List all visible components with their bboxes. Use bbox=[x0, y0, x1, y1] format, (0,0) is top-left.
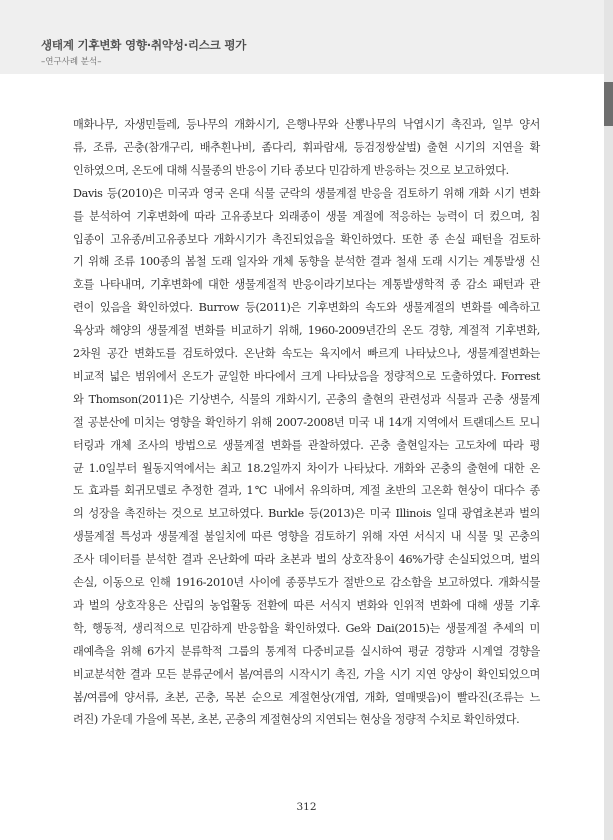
body-line: 터링과 개체 조사의 방법으로 생물계절 변화를 관찰하였다. 곤충 출현일자는 고도차에 따라 평 bbox=[73, 438, 540, 452]
body-line: 기 위해 조류 100종의 봄철 도래 일자와 개체 동향을 분석한 결과 철새 도래 시기는 계통발생 신 bbox=[73, 255, 540, 269]
body-line: Davis 등(2010)은 미국과 영국 온대 식물 군락의 생물계절 반응을 검토하기 위해 개화 시기 변화 bbox=[73, 186, 540, 200]
body-line: 균 1.0일부터 월동지역에서는 최고 18.2일까지 차이가 나타났다. 개화와 곤충의 출현에 대한 온 bbox=[73, 461, 540, 475]
running-header-subtitle: –연구사례 분석– bbox=[41, 57, 102, 67]
body-line: 생물계절 특성과 생물계절 불일치에 따른 영향을 검토하기 위해 자연 서식지 내 식물 및 곤충의 bbox=[73, 530, 540, 544]
body-line: 절 공분산에 미치는 영향을 확인하기 위해 2007-2008년 미국 내 14개 지역에서 트랜데스트 모니 bbox=[73, 415, 540, 429]
body-line: 의 성장을 촉진하는 것으로 보고하였다. Burkle 등(2013)은 미국 Illinois 일대 광엽초본과 벌의 bbox=[73, 507, 540, 521]
body-line: 과 벌의 상호작용은 산림의 농업활동 전환에 따른 서식지 변화와 인위적 변화에 대해 생물 기후 bbox=[73, 598, 540, 612]
body-line: 2차원 공간 변화도를 검토하였다. 온난화 속도는 육지에서 빠르게 나타났으나, 생물계절변화는 bbox=[73, 347, 540, 360]
body-line: 봄/여름에 양서류, 초본, 곤충, 목본 순으로 계절현상(개엽, 개화, 열매맺음)이 빨라진(조류는 느 bbox=[73, 690, 540, 704]
body-line: 래예측을 위해 6가지 분류학적 그룹의 통계적 다중비교를 실시하여 평균 경향과 시계열 경향을 bbox=[73, 644, 540, 658]
body-line: 련이 있음을 확인하였다. Burrow 등(2011)은 기후변화의 속도와 생물계절의 변화를 예측하고 bbox=[73, 301, 540, 315]
body-line: 조사 데이터를 분석한 결과 온난화에 따라 초본과 벌의 상호작용이 46%가량 손실되었으며, 벌의 bbox=[73, 553, 540, 567]
body-line: 려진) 가운데 가을에 목본, 초본, 곤충의 계절현상의 지연되는 현상을 정량적 수치로 확인하였다. bbox=[73, 713, 520, 727]
body-line: 도 효과를 회귀모델로 추정한 결과, 1℃ 내에서 유의하며, 계절 초반의 고온화 현상이 대다수 종 bbox=[73, 484, 540, 498]
running-header-title: 생태계 기후변화 영향·취약성·리스크 평가 bbox=[41, 38, 247, 52]
body-line: 인하였으며, 온도에 대해 식물종의 반응이 기타 종보다 민감하게 반응하는 것으로 보고하였다. bbox=[73, 163, 509, 177]
body-line: 입종이 고유종/비고유종보다 개화시기가 촉진되었음을 확인하였다. 또한 종 손실 패턴을 검토하 bbox=[73, 232, 540, 246]
body-line: 호를 나타내며, 기후변화에 대한 생물계절적 반응이라기보다는 계통발생학적 종 감소 패턴과 관 bbox=[73, 278, 540, 292]
body-line: 손실, 이동으로 인해 1916-2010년 사이에 종풍부도가 절반으로 감소함을 보고하였다. 개화식물 bbox=[73, 576, 540, 589]
side-edge-bar bbox=[604, 0, 613, 840]
body-line: 매화나무, 자생민들레, 등나무의 개화시기, 은행나무와 산뽕나무의 낙엽시기 촉진과, 일부 양서 bbox=[73, 118, 540, 131]
body-line: 류, 조류, 곤충(참개구리, 배추흰나비, 좀다리, 휘파람새, 등검정쌍살벌) 출현 시기의 지연을 확 bbox=[73, 140, 540, 154]
body-line: 비교적 넓은 범위에서 온도가 균일한 바다에서 크게 나타났음을 정량적으로 도출하였다. Forrest bbox=[73, 369, 540, 383]
page-number: 312 bbox=[296, 801, 317, 813]
body-line: 를 분석하여 기후변화에 따라 고유종보다 외래종이 생물 계절에 적응하는 능력이 더 컸으며, 침 bbox=[73, 209, 540, 223]
body-line: 학, 행동적, 생리적으로 민감하게 반응함을 확인하였다. Ge와 Dai(2015)는 생물계절 추세의 미 bbox=[73, 621, 540, 635]
body-line: 와 Thomson(2011)은 기상변수, 식물의 개화시기, 곤충의 출현의 관련성과 식물과 곤충 생물계 bbox=[73, 392, 540, 406]
body-line: 비교분석한 결과 모든 분류군에서 봄/여름의 시작시기 촉진, 가을 시기 지연 양상이 확인되었으며 bbox=[73, 667, 540, 681]
side-edge-tab bbox=[604, 82, 613, 126]
body-line: 육상과 해양의 생물계절 변화를 비교하기 위해, 1960-2009년간의 온도 경향, 계절적 기후변화, bbox=[73, 324, 540, 338]
